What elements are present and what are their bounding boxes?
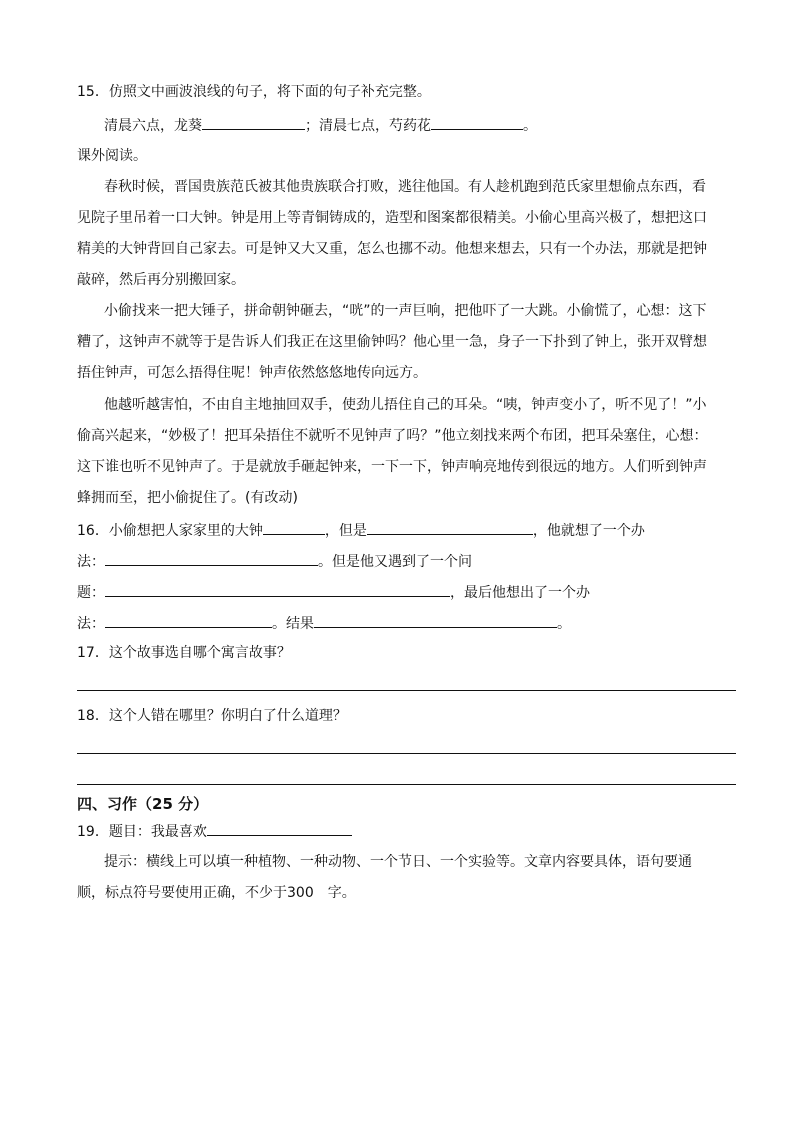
reading-p3-line1: 他越听越害怕，不由自主地抽回双手，使劲儿捂住自己的耳朵。“咦，钟声变小了，听不见了！”小	[104, 397, 707, 413]
reading-p3-line4: 蜂拥而至，把小偷捉住了。(有改动)	[77, 490, 298, 506]
reading-p2-line2: 糟了，这钟声不就等于是告诉人们我正在这里偷钟吗？他心里一急，身子一下扑到了钟上，张开双臂想	[77, 334, 707, 350]
q16-blank-4[interactable]	[105, 581, 450, 597]
q16-line3: 题： ，最后他想出了一个办	[77, 581, 590, 603]
q19-title-blank[interactable]	[207, 820, 352, 836]
reading-p1-line3: 精美的大钟背回自己家去。可是钟又大又重，怎么也挪不动。他想来想去，只有一个办法，那就是把钟	[77, 241, 707, 257]
section4-title: 四、习作（25 分）	[77, 795, 209, 813]
q16-blank-1[interactable]	[263, 519, 325, 535]
reading-p3-line2: 偷高兴起来，“妙极了！把耳朵捂住不就听不见钟声了吗？”他立刻找来两个布团，把耳朵塞住，心想：	[77, 428, 708, 444]
q15-blank-2[interactable]	[431, 114, 523, 130]
q16-blank-3[interactable]	[105, 550, 318, 566]
reading-p2-line3: 捂住钟声，可怎么捂得住呢！钟声依然悠悠地传向远方。	[77, 365, 427, 381]
q16-blank-5[interactable]	[105, 612, 272, 628]
reading-heading: 课外阅读。	[77, 148, 147, 164]
q17-prompt: 17．这个故事选自哪个寓言故事？	[77, 645, 291, 661]
q15-blank-1[interactable]	[202, 114, 305, 130]
q17-answer-line[interactable]	[77, 690, 736, 691]
q18-answer-line-1[interactable]	[77, 753, 736, 754]
q16-line1: 16．小偷想把人家家里的大钟 ，但是 ，他就想了一个办	[77, 519, 645, 541]
reading-p1-line2: 见院子里吊着一口大钟。钟是用上等青铜铸成的，造型和图案都很精美。小偷心里高兴极了，想把这口	[77, 210, 707, 226]
q18-answer-line-2[interactable]	[77, 784, 736, 785]
reading-p3-line3: 这下谁也听不见钟声了。于是就放手砸起钟来，一下一下，钟声响亮地传到很远的地方。人们听到钟声	[77, 459, 707, 475]
reading-p2-line1: 小偷找来一把大锤子，拼命朝钟砸去，“咣”的一声巨响，把他吓了一大跳。小偷慌了，心想：这下	[104, 303, 707, 319]
reading-p1-line1: 春秋时候，晋国贵族范氏被其他贵族联合打败，逃往他国。有人趁机跑到范氏家里想偷点东西，看	[104, 179, 706, 195]
q15-prompt: 15．仿照文中画波浪线的句子，将下面的句子补充完整。	[77, 84, 431, 100]
q16-blank-2[interactable]	[367, 519, 533, 535]
q16-line2: 法： 。但是他又遇到了一个问	[77, 550, 472, 572]
q18-prompt: 18．这个人错在哪里？你明白了什么道理？	[77, 708, 347, 724]
q16-blank-6[interactable]	[314, 612, 557, 628]
q16-line4: 法： 。结果 。	[77, 612, 571, 634]
q19-hint-line1: 提示：横线上可以填一种植物、一种动物、一个节日、一个实验等。文章内容要具体，语句要通	[104, 854, 692, 870]
q15-sentence: 清晨六点，龙葵 ；清晨七点，芍药花 。	[104, 114, 537, 136]
q19-hint-line2: 顺，标点符号要使用正确，不少于300 字。	[77, 885, 356, 901]
reading-p1-line4: 敲碎，然后再分别搬回家。	[77, 272, 245, 288]
q19-prompt: 19．题目：我最喜欢	[77, 820, 352, 842]
